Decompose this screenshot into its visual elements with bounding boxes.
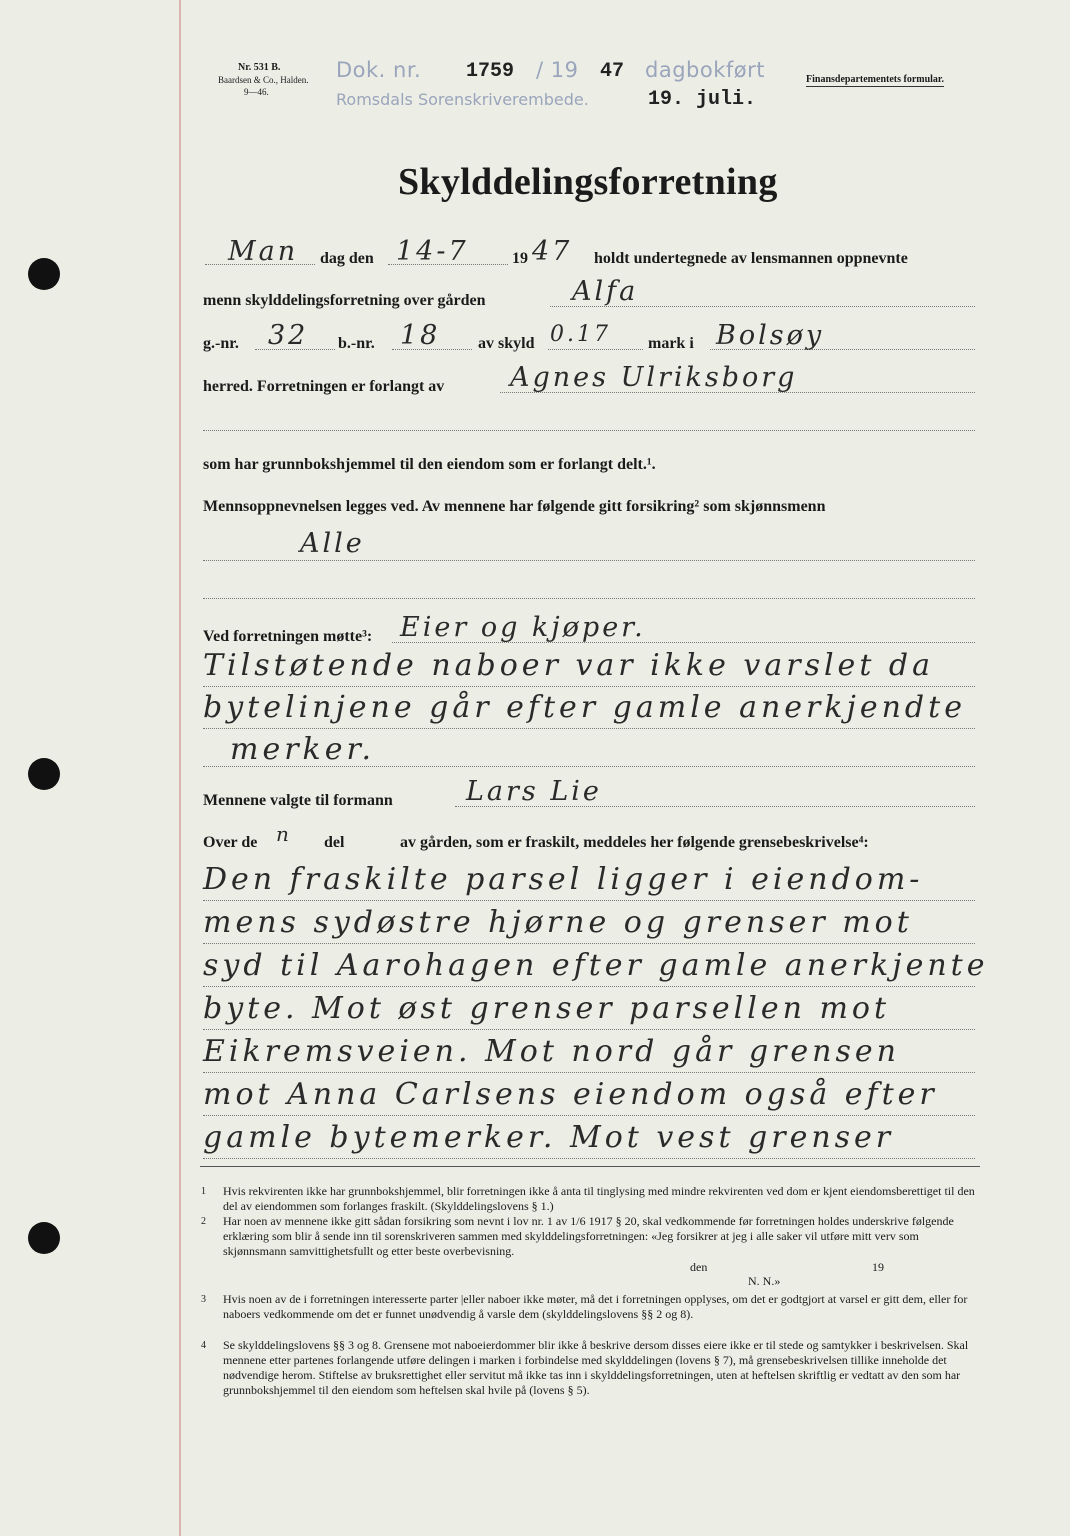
label-mark: mark i — [648, 335, 694, 352]
hw-description-line: syd til Aarohagen efter gamle anerkjente — [203, 948, 989, 983]
fill-line — [203, 900, 975, 901]
page-title: Skylddelingsforretning — [398, 161, 778, 203]
hw-description-line: Den fraskilte parsel ligger i eiendom- — [203, 862, 924, 897]
fill-line — [203, 766, 975, 767]
hw-description-line: byte. Mot øst grenser parsellen mot — [203, 991, 891, 1026]
fill-line — [205, 264, 315, 265]
hw-note-line3: merker. — [230, 732, 376, 767]
hw-weekday: Man — [228, 236, 299, 267]
footnote-number: 3 — [201, 1294, 206, 1305]
label-del: del — [324, 834, 345, 851]
label-skyld: av skyld — [478, 335, 535, 352]
footnote-nn: N. N.» — [748, 1274, 781, 1288]
year-typed: 47 — [600, 60, 625, 83]
footnote-1 — [201, 1184, 980, 1214]
punch-hole — [28, 258, 60, 290]
fill-line — [203, 986, 975, 987]
text-line1: holdt undertegnede av lensmannen oppnevnte — [594, 250, 908, 267]
punch-hole — [28, 1222, 60, 1254]
stamp-doc-label: Dok. nr. — [336, 58, 422, 82]
stamp-dagbok: dagbokført — [645, 58, 765, 82]
fill-line — [203, 1115, 975, 1116]
label-present: Ved forretningen møtte³: — [203, 628, 373, 645]
doc-number: 1759 — [466, 60, 515, 83]
fill-line — [455, 806, 975, 807]
label-19: 19 — [512, 250, 528, 267]
text-line7: Mennsoppnevnelsen legges ved. Av mennene har følgende gitt forsikring² som skjønnsmenn — [203, 498, 826, 515]
footnote-2 — [201, 1214, 980, 1259]
fill-line — [203, 560, 975, 561]
fill-line — [203, 686, 975, 687]
footnote-text: Har noen av mennene ikke gitt sådan forsikring som nevnt i lov nr. 1 av 1/6 1917 § 20, skal vedkommende før forretningen holdes underskrive følgende erklæring som blir å sende inn til sorenskriveren sammen med skylddelingsforretningen: «Jeg forsikrer at jeg i alle saker vil utføre mitt verv som skjønnsmann samvittighetsfullt og etter beste overbevisning. — [223, 1214, 954, 1258]
label-over-de: Over de — [203, 834, 258, 851]
fill-line — [500, 392, 975, 393]
hw-date: 14-7 — [396, 236, 469, 267]
hw-requester: Agnes Ulriksborg — [510, 362, 798, 393]
form-number: Nr. 531 B. — [238, 62, 281, 73]
text-line11: av gården, som er fraskilt, meddeles her følgende grensebeskrivelse⁴: — [400, 834, 869, 851]
margin-rule — [179, 0, 181, 1536]
footnote-4 — [201, 1338, 980, 1398]
fill-line — [203, 1158, 975, 1159]
stamp-year: / 19 — [536, 58, 579, 82]
footnote-rule — [200, 1166, 980, 1167]
footnote-number: 4 — [201, 1340, 206, 1351]
hw-description-line: mens sydøstre hjørne og grenser mot — [203, 905, 913, 940]
fill-line — [710, 349, 975, 350]
fill-line — [203, 1072, 975, 1073]
footnote-text: Hvis rekvirenten ikke har grunnbokshjemmel, blir forretningen ikke å anta til tinglysing med mindre rekvirenten ved dom er kjent eiendomsberettiget til den del av eiendommen som forlanges fraskilt. (Skylddelingslovens § 1.) — [223, 1184, 975, 1213]
hw-part: n — [276, 822, 292, 846]
fill-line — [550, 306, 975, 307]
hw-all: Alle — [300, 528, 365, 559]
fill-line — [388, 264, 508, 265]
hw-description-line: gamle bytemerker. Mot vest grenser — [203, 1120, 895, 1155]
hw-note-line1: Tilstøtende naboer var ikke varslet da — [203, 648, 934, 683]
fill-line — [392, 642, 975, 643]
printer-name: Baardsen & Co., Halden. — [218, 75, 309, 85]
fill-line — [203, 943, 975, 944]
date-typed: 19. juli. — [648, 88, 757, 111]
text-line4: herred. Forretningen er forlangt av — [203, 378, 445, 395]
hw-bnr: 18 — [400, 320, 441, 351]
label-gnr: g.-nr. — [203, 335, 239, 352]
footnote-text: Hvis noen av de i forretningen interesserte parter |eller naboer ikke møter, må det i forretningen opplyses, om det er godtgjort at varsel er gitt dem, eller for naboers vedkommende om det er funnet unødvendig å varsle dem (skylddelingslovens §§ 2 og 8). — [223, 1292, 968, 1321]
hw-note-line2: bytelinjene går efter gamle anerkjendte — [203, 690, 966, 725]
text-line2: menn skylddelingsforretning over gården — [203, 292, 486, 309]
label-chairman: Mennene valgte til formann — [203, 792, 393, 809]
hw-chairman: Lars Lie — [466, 776, 602, 807]
hw-description-line: mot Anna Carlsens eiendom også efter — [203, 1077, 938, 1112]
footnote-number: 1 — [201, 1186, 206, 1197]
footnote-den: den — [690, 1260, 708, 1274]
hw-description-line: Eikremsveien. Mot nord går grensen — [203, 1034, 900, 1069]
hw-farm: Alfa — [572, 276, 639, 307]
fill-line — [548, 349, 643, 350]
hw-gnr: 32 — [268, 320, 309, 351]
text-line6: som har grunnbokshjemmel til den eiendom som er forlangt delt.¹. — [203, 456, 656, 473]
footnote-text: Se skylddelingslovens §§ 3 og 8. Grensene mot naboeierdommer blir ikke å beskrive dersom disses eiere ikke er til stede og samtykker i beskrivelsen. Skal mennene etter partenes forlangende utføre delingen i marken i forbindelse med skylddelingen (lovens § 7), må grensebeskrivelsen tillike inneholde det nødvendige herom. Stiftelse av bruksrettighet eller servitut må ikke tas inn i skylddelingsforretningen, uten at heftelsen skriftlig er vedtatt av den som har grunnbokshjemmel til den eiendom som heftelsen skal hvile på (lovens § 5). — [223, 1338, 969, 1397]
footnote-number: 2 — [201, 1216, 206, 1227]
fill-line — [392, 349, 472, 350]
fill-line — [203, 728, 975, 729]
ministry-form: Finansdepartementets formular. — [806, 74, 944, 85]
hw-place: Bolsøy — [716, 320, 825, 351]
footnote-19: 19 — [872, 1260, 884, 1274]
fill-line — [203, 430, 975, 431]
label-bnr: b.-nr. — [338, 335, 375, 352]
print-date: 9—46. — [244, 87, 269, 97]
fill-line — [203, 1029, 975, 1030]
label-dag-den: dag den — [320, 250, 374, 267]
footnote-3 — [201, 1292, 980, 1322]
stamp-office: Romsdals Sorenskriverembede. — [336, 90, 589, 109]
fill-line — [203, 598, 975, 599]
hw-present: Eier og kjøper. — [400, 612, 646, 643]
fill-line — [255, 349, 335, 350]
hw-skyld: 0.17 — [550, 322, 611, 347]
punch-hole — [28, 758, 60, 790]
hw-year: 47 — [532, 236, 573, 267]
